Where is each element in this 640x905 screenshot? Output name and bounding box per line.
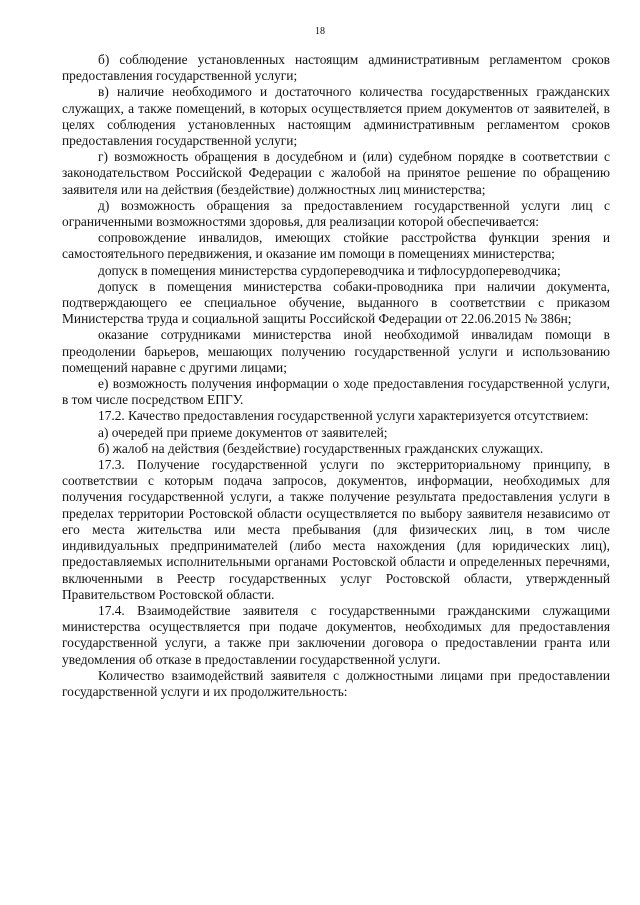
paragraph-interactions-count: Количество взаимодействий заявителя с должностными лицами при предоставлении государственной услуги и их продолжительность: xyxy=(62,667,610,699)
paragraph-guide-dog: допуск в помещения министерства собаки-проводника при наличии документа, подтверждающего ее специальное обучение, выданного в соответствии с приказом Министерства труда и социальной защиты Российской Федерации от 22.06.2015 № 386н; xyxy=(62,278,610,327)
paragraph-item-a-queues: а) очередей при приеме документов от заявителей; xyxy=(98,424,388,440)
paragraph-item-v-staff-premises: в) наличие необходимого и достаточного количества государственных гражданских служащих, а также помещений, в которых осуществляется прием документов от заявителей, в целях соблюдения установленных настоящим административным регламентом сроков предоставления государственной услуги; xyxy=(62,84,610,149)
paragraph-sign-interpreter: допуск в помещения министерства сурдопереводчика и тифлосурдопереводчика; xyxy=(98,262,561,278)
paragraph-item-d-accessibility: д) возможность обращения за предоставлением государственной услуги лиц с ограниченными возможностями здоровья, для реализации которой обеспечивается: xyxy=(62,197,610,230)
paragraph-item-b-complaints: б) жалоб на действия (бездействие) государственных гражданских служащих. xyxy=(98,440,544,456)
paragraph-17-3: 17.3. Получение государственной услуги по экстерриториальному принципу, в соответствии с которым подача запросов, документов, информации, необходимых для получения государственной услуги, а также получение результата предоставления услуги в пределах территории Ростовской области осуществляется по выбору заявителя независимо от его места жительства или места пребывания (для физических лиц, в том числе индивидуальных предпринимателей (либо места нахождения (для юридических лиц), предоставляемых исполнительными органами Ростовской области и определенных перечнями, включенными в Реестр государственных услуг Ростовской области, утвержденный Правительством Ростовской области. xyxy=(62,457,610,602)
page-number: 18 xyxy=(315,26,325,37)
paragraph-17-2: 17.2. Качество предоставления государственной услуги характеризуется отсутствием: xyxy=(98,408,589,424)
paragraph-item-b-deadlines: б) соблюдение установленных настоящим административным регламентом сроков предоставления государственной услуги; xyxy=(62,52,610,84)
paragraph-17-4: 17.4. Взаимодействие заявителя с государственными гражданскими служащими министерства осуществляется при подаче документов, необходимых для предоставления государственной услуги, а также при заключении договора о предоставлении гранта или уведомления об отказе в предоставлении государственной услуги. xyxy=(62,602,610,667)
paragraph-escort-disabled: сопровождение инвалидов, имеющих стойкие расстройства функции зрения и самостоятельного передвижения, и оказание им помощи в помещениях министерства; xyxy=(62,230,610,262)
paragraph-item-e-information: е) возможность получения информации о ходе предоставления государственной услуги, в том числе посредством ЕПГУ. xyxy=(62,376,610,408)
document-body xyxy=(62,52,610,700)
paragraph-staff-assistance: оказание сотрудниками министерства иной необходимой инвалидам помощи в преодолении барьеров, мешающих получению государственной услуги и использованию помещений наравне с другими лицами; xyxy=(62,327,610,375)
paragraph-item-g-appeal: г) возможность обращения в досудебном и (или) судебном порядке в соответствии с законодательством Российской Федерации с жалобой на принятое решение по обращению заявителя или на действия (бездействие) должностных лиц министерства; xyxy=(62,149,610,197)
